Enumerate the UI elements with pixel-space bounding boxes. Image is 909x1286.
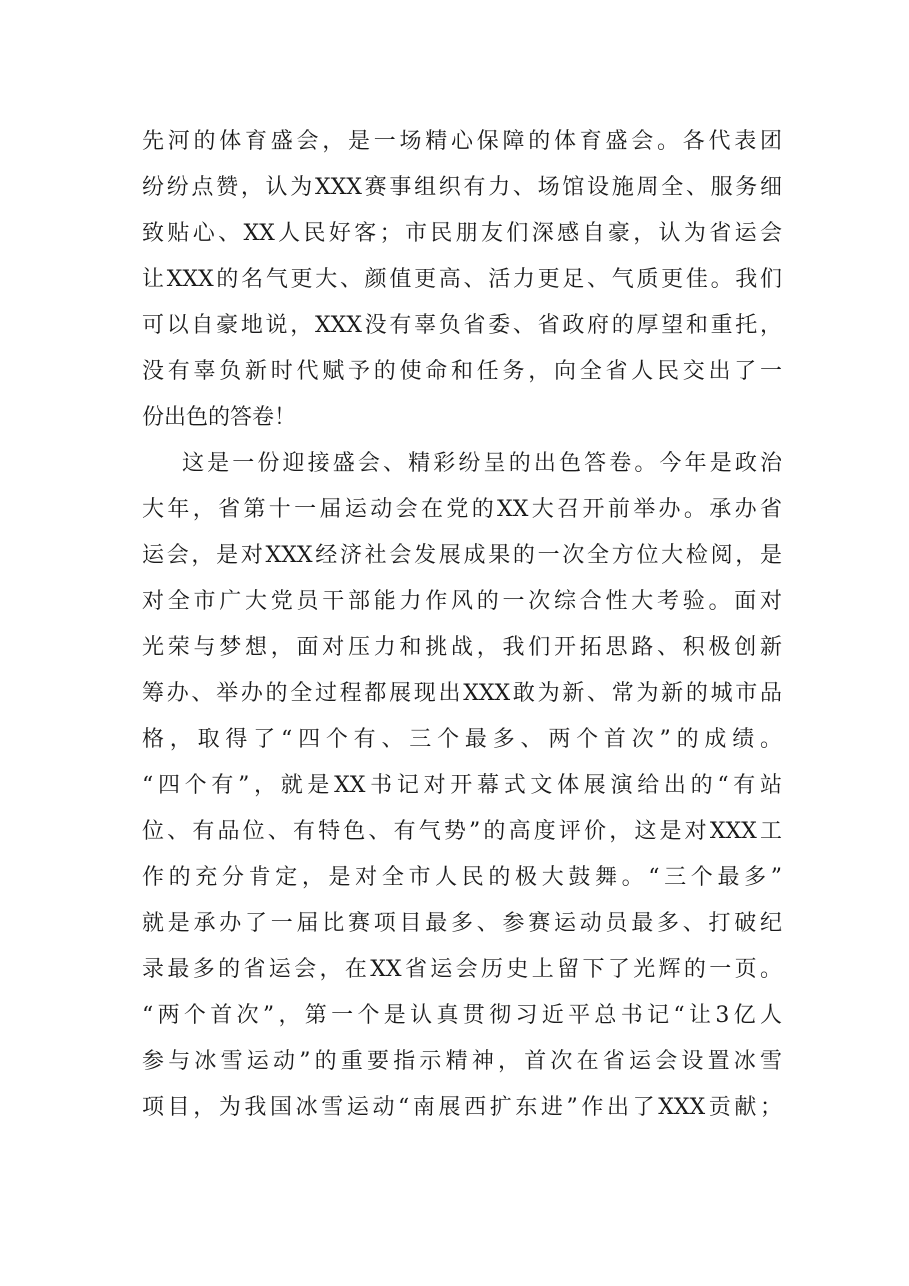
text-line: 纷纷点赞，认为XXX赛事组织有力、场馆设施周全、服务细: [142, 175, 782, 200]
text-line: 就是承办了一届比赛项目最多、参赛运动员最多、打破纪: [142, 911, 782, 936]
text-line: 作的充分肯定，是对全市人民的极大鼓舞。“三个最多”: [142, 865, 782, 890]
text-line: 录最多的省运会，在XX省运会历史上留下了光辉的一页。: [142, 957, 782, 982]
text-line: “四个有”，就是XX书记对开幕式文体展演给出的“有站: [142, 773, 782, 798]
text-line: 对全市广大党员干部能力作风的一次综合性大考验。面对: [142, 589, 782, 614]
text-line: 位、有品位、有特色、有气势”的高度评价，这是对XXX工: [142, 819, 782, 844]
text-line: 可以自豪地说，XXX没有辜负省委、省政府的厚望和重托，: [142, 313, 782, 338]
text-line: 这是一份迎接盛会、精彩纷呈的出色答卷。今年是政治: [182, 451, 782, 476]
text-line: 份出色的答卷！: [142, 405, 297, 430]
text-line: 运会，是对XXX经济社会发展成果的一次全方位大检阅，是: [142, 543, 782, 568]
text-line: 格，取得了“四个有、三个最多、两个首次”的成绩。: [142, 727, 782, 752]
text-line: 参与冰雪运动”的重要指示精神，首次在省运会设置冰雪: [142, 1049, 782, 1074]
text-line: 光荣与梦想，面对压力和挑战，我们开拓思路、积极创新: [142, 635, 782, 660]
text-line: 大年，省第十一届运动会在党的XX大召开前举办。承办省: [142, 497, 782, 522]
text-line: 让XXX的名气更大、颜值更高、活力更足、气质更佳。我们: [142, 267, 782, 292]
text-line: 筹办、举办的全过程都展现出XXX敢为新、常为新的城市品: [142, 681, 782, 706]
body-text: [142, 119, 782, 1131]
text-line: 致贴心、XX人民好客；市民朋友们深感自豪，认为省运会: [142, 221, 782, 246]
text-line: “两个首次”，第一个是认真贯彻习近平总书记“让3亿人: [142, 1003, 782, 1028]
text-line: 没有辜负新时代赋予的使命和任务，向全省人民交出了一: [142, 359, 782, 384]
text-line: 先河的体育盛会，是一场精心保障的体育盛会。各代表团: [142, 129, 782, 154]
text-line: 项目，为我国冰雪运动“南展西扩东进”作出了XXX贡献；: [142, 1095, 782, 1120]
